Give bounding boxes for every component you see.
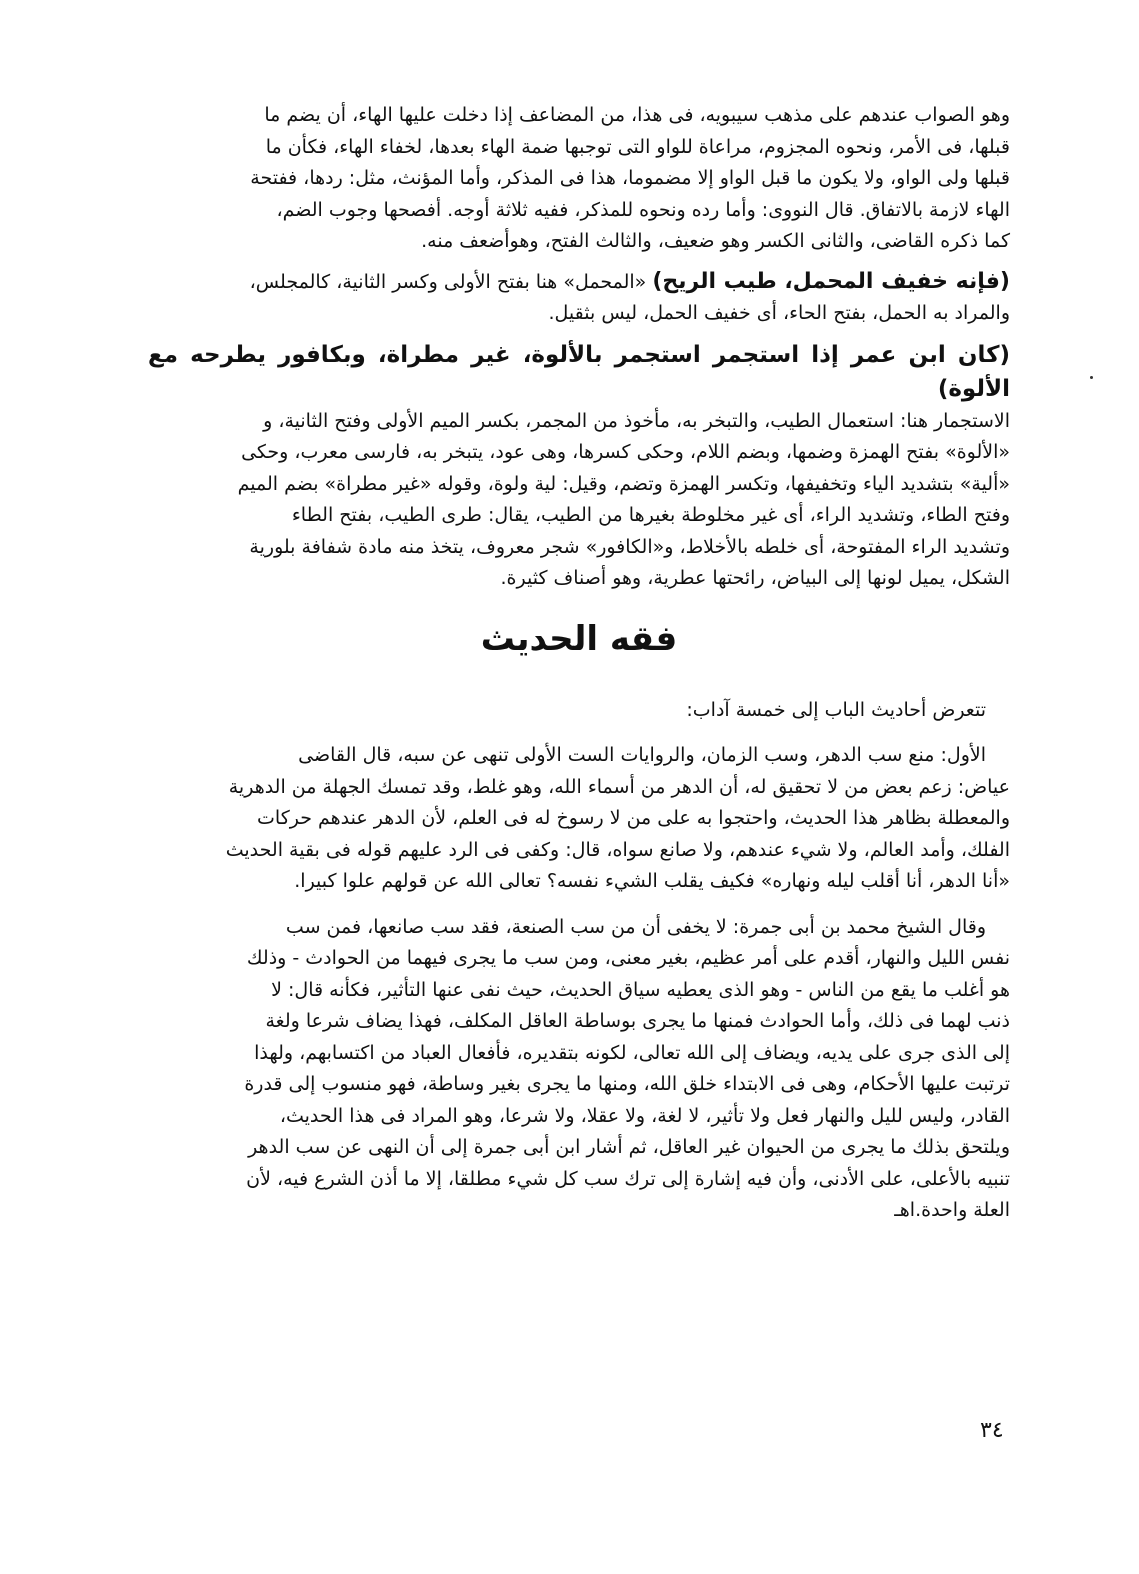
paragraph-mahmal	[148, 266, 1010, 330]
text-line: وتشديد الراء المفتوحة، أى خلطه بالأخلاط، و«الكافور» شجر معروف، يتخذ منه مادة شفافة بلورية	[249, 535, 1010, 558]
text-line: العلة واحدة.اهـ	[894, 1199, 1010, 1221]
text-line: الفلك، وأمد العالم، ولا شيء عندهم، ولا صانع سواه، قال: وكفى فى الرد عليهم قوله فى بقية الحديث	[225, 838, 1010, 861]
text-line: الهاء لازمة بالاتفاق. قال النووى: وأما رده ونحوه للمذكر، ففيه ثلاثة أوجه. أفصحها وجوب الضم،	[276, 198, 1010, 221]
text-line: نفس الليل والنهار، أقدم على أمر عظيم، بغير معنى، ومن سب ما يجرى فيهما من الحوادث - وذلك	[246, 947, 1010, 969]
scan-speck	[1090, 376, 1093, 379]
text-line: الاستجمار هنا: استعمال الطيب، والتبخر به، مأخوذ من المجمر، بكسر الميم الأولى وفتح الثانية، و	[263, 409, 1010, 432]
text-line: ترتبت عليها الأحكام، وهى فى الابتداء خلق الله، ومنها ما يجرى بغير وساطة، فهو منسوب إلى قدرة	[244, 1073, 1010, 1095]
page-number: ٣٤	[980, 1418, 1004, 1443]
text-line: ذنب لهما فى ذلك، وأما الحوادث فمنها ما يجرى بوساطة العاقل المكلف، فهذا يضاف شرعا ولغة	[265, 1010, 1010, 1032]
text-fragment: «المحمل» هنا بفتح الأولى وكسر الثانية، كالمجلس،	[249, 270, 647, 293]
intro-line: تتعرض أحاديث الباب إلى خمسة آداب:	[686, 698, 986, 721]
text-line: ويلتحق بذلك ما يجرى من الحيوان غير العاقل، ثم أشار ابن أبى جمرة إلى أن النهى عن سب الدهر	[248, 1136, 1010, 1158]
text-line: «الألوة» بفتح الهمزة وضمها، وبضم اللام، وحكى كسرها، وهى عود، يتبخر به، فارسى معرب، وحكى	[241, 441, 1010, 463]
paragraph-grammar-note	[148, 100, 1010, 258]
text-line: إلى الذى جرى على يديه، ويضاف إلى الله تعالى، لكونه بتقديره، فأفعال العباد من اكتسابهم، ولهذا	[254, 1041, 1010, 1064]
text-line: والمعطلة بظاهر هذا الحديث، واحتجوا به على من لا رسوخ له فى العلم، لأن الدهر عندهم حركات	[257, 807, 1010, 829]
text-line: «أنا الدهر، أنا أقلب ليله ونهاره» فكيف يقلب الشيء نفسه؟ تعالى الله عن قولهم علوا كبيرا.	[294, 870, 1010, 892]
text-line: كما ذكره القاضى، والثانى الكسر وهو ضعيف، والثالث الفتح، وهوأضعف منه.	[421, 230, 1010, 252]
hadith-quote: (فإنه خفيف المحمل، طيب الريح)	[652, 268, 1010, 294]
paragraph-first-adab	[148, 740, 1010, 898]
text-line: وفتح الطاء، وتشديد الراء، أى غير مخلوطة بغيرها من الطيب، يقال: طرى الطيب، بفتح الطاء	[291, 504, 1010, 526]
text-line: وهو الصواب عندهم على مذهب سيبويه، فى هذا، من المضاعف إذا دخلت عليها الهاء، أن يضم ما	[264, 104, 1010, 126]
text-line	[148, 266, 1010, 299]
text-line: قبلها، فى الأمر، ونحوه المجزوم، مراعاة للواو التى توجبها ضمة الهاء بعدها، لخفاء الهاء، فكأن ما	[265, 135, 1010, 158]
section-heading: فقه الحديث	[480, 618, 678, 659]
text-line: هو أغلب ما يقع من الناس - وهو الذى يعطيه سياق الحديث، حيث نفى عنها التأثير، فكأنه قال: لا	[271, 978, 1010, 1001]
text-line: وقال الشيخ محمد بن أبى جمرة: لا يخفى أن من سب الصنعة، فقد سب صانعها، فمن سب	[285, 915, 986, 938]
hadith-quote-ibn-umar: (كان ابن عمر إذا استجمر استجمر بالألوة، غير مطراة، وبكافور يطرحه مع الألوة)	[148, 341, 1010, 402]
text-line: قبلها ولى الواو، ولا يكون ما قبل الواو إلا مضموما، هذا فى المذكر، وأما المؤنث، مثل: ردها، ففتحة	[250, 167, 1010, 189]
text-line: تنبيه بالأعلى، على الأدنى، وأن فيه إشارة إلى ترك سب كل شيء مطلقا، إلا ما أذن الشرع فيه، لأن	[246, 1167, 1010, 1190]
paragraph-istijmar	[148, 406, 1010, 595]
text-line: الشكل، يميل لونها إلى البياض، رائحتها عطرية، وهو أصناف كثيرة.	[500, 567, 1010, 589]
text-line: القادر، وليس لليل والنهار فعل ولا تأثير، لا لغة، ولا عقلا، ولا شرعا، وهو المراد فى هذا الحديث،	[279, 1104, 1010, 1127]
text-line: عياض: زعم بعض من لا تحقيق له، أن الدهر من أسماء الله، وهو غلط، وقد تمسك الجهلة من الدهرية	[228, 775, 1010, 798]
paragraph-ibn-abi-jamra	[148, 912, 1010, 1227]
text-line: الأول: منع سب الدهر، وسب الزمان، والروايات الست الأولى تنهى عن سبه، قال القاضى	[298, 744, 986, 766]
book-page	[148, 100, 1010, 1227]
text-line: والمراد به الحمل، بفتح الحاء، أى خفيف الحمل، ليس بثقيل.	[548, 302, 1010, 324]
text-line: «ألية» بتشديد الياء وتخفيفها، وتكسر الهمزة وتضم، وقيل: لية ولوة، وقوله «غير مطراة» بضم الميم	[237, 472, 1010, 495]
